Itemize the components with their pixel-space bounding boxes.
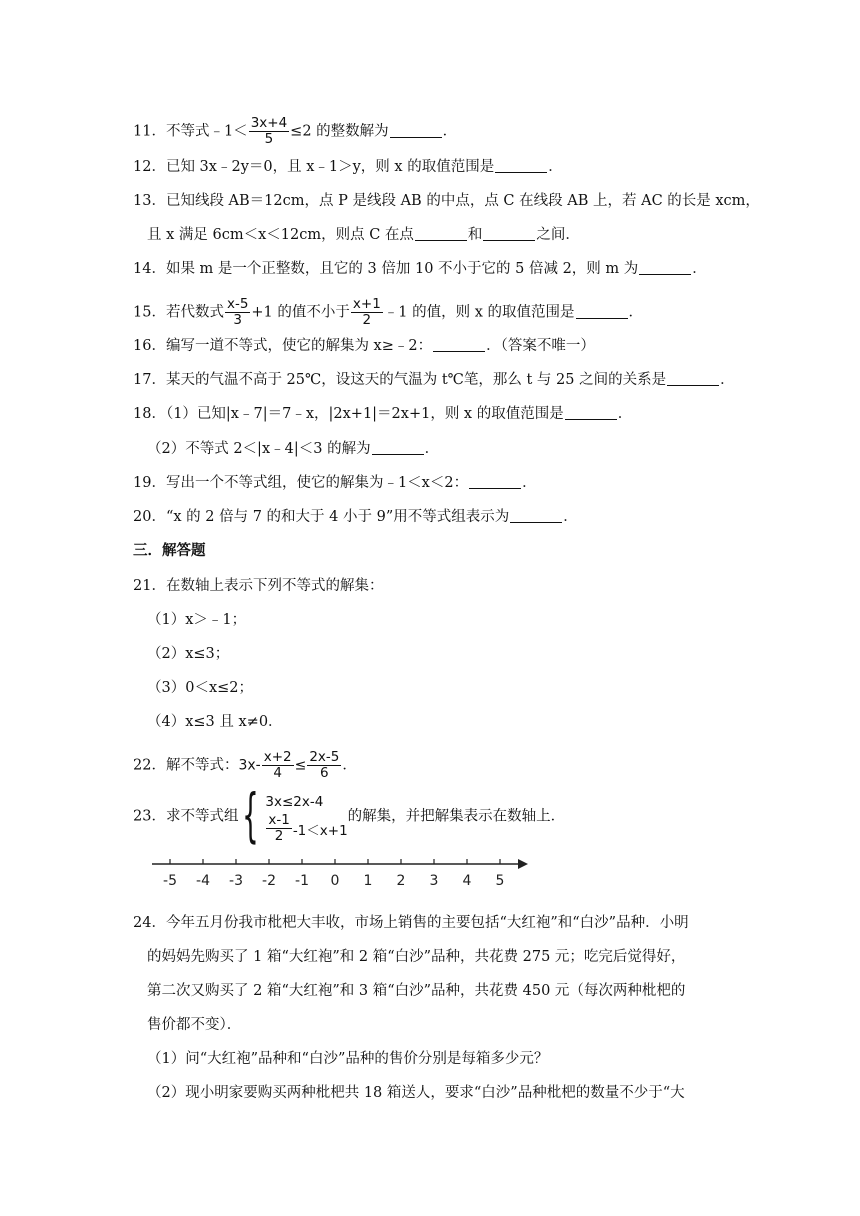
tick-label: -1 (295, 873, 309, 889)
tick-label: 3 (429, 873, 439, 889)
q15-numerator-2: x+1 (352, 296, 381, 312)
q21-item-4: （4）x≤3 且 x≠0． (147, 714, 283, 730)
answer-blank (483, 226, 535, 241)
q11-denominator: 5 (264, 131, 274, 147)
q12-text: 12．已知 3x﹣2y＝0，且 x﹣1＞y，则 x 的取值范围是 (133, 159, 495, 175)
q11-text: 11．不等式﹣1＜ (133, 123, 248, 140)
q15-denominator-1: 3 (233, 312, 242, 328)
q13-mid: 和 (467, 227, 483, 243)
question-15 (133, 297, 643, 328)
q22-relation: ≤ (294, 757, 307, 774)
q24-line-6: （2）现小明家要购买两种枇杷共 18 箱送人，要求“白沙”品种枇杷的数量不少于“大 (147, 1085, 685, 1101)
q18-end-1: ． (617, 406, 633, 422)
tick-label: -5 (163, 873, 177, 889)
tick-label: 4 (462, 873, 472, 889)
q23-system (265, 788, 347, 842)
arrow-icon (518, 859, 528, 869)
question-13-line2 (147, 225, 580, 245)
answer-blank (576, 304, 628, 319)
tick-label: 2 (396, 873, 406, 889)
q19-text: 19．写出一个不等式组，使它的解集为﹣1＜x＜2： (133, 475, 469, 491)
q23-text: 23．求不等式组 (133, 808, 239, 825)
answer-blank (469, 474, 521, 489)
question-21-title: 21．在数轴上表示下列不等式的解集： (133, 578, 384, 594)
answer-blank (495, 158, 547, 173)
number-line (150, 854, 530, 894)
answer-blank (639, 260, 691, 275)
question-14 (133, 259, 707, 279)
answer-blank (390, 123, 442, 138)
q21-item-1: （1）x＞﹣1； (147, 612, 247, 628)
q11-numerator: 3x+4 (250, 115, 288, 131)
q22-numerator-1: x+2 (263, 749, 292, 765)
q24-line-3: 第二次又购买了 2 箱“大红袍”和 3 箱“白沙”品种，共花费 450 元（每次两种枇杷的 (147, 983, 686, 999)
question-16 (133, 336, 595, 356)
q13-end: 之间． (536, 227, 580, 243)
question-12 (133, 157, 563, 177)
q13-text: 且 x 满足 6cm＜x＜12cm，则点 C 在点 (147, 227, 414, 243)
tick-label: -2 (262, 873, 276, 889)
q16-end: ．（答案不唯一） (486, 338, 595, 354)
question-13-line1: 13．已知线段 AB＝12cm，点 P 是线段 AB 的中点，点 C 在线段 AB 上，若 AC 的长是 xcm， (133, 193, 760, 209)
question-18-part2 (147, 439, 439, 459)
q17-text: 17．某天的气温不高于 25℃，设这天的气温为 t℃笔，那么 t 与 25 之间的关系是 (133, 372, 667, 388)
q21-item-2: （2）x≤3； (147, 646, 230, 662)
q15-fraction-2 (351, 297, 383, 328)
q11-text-post: ≤2 的整数解为 (290, 123, 389, 140)
q15-text: 15．若代数式 (133, 304, 224, 321)
question-18-part1 (133, 404, 632, 424)
section-heading: 三．解答题 (133, 543, 206, 559)
q20-text: 20．“x 的 2 倍与 7 的和大于 4 小于 9”用不等式组表示为 (133, 509, 510, 525)
q23-row-2 (265, 812, 348, 844)
tick-label: 1 (363, 873, 373, 889)
answer-blank (667, 371, 719, 386)
q23-post: 的解集，并把解集表示在数轴上． (347, 808, 566, 825)
tick-label: -3 (229, 873, 243, 889)
tick-label: 5 (495, 873, 505, 889)
question-22 (133, 750, 357, 781)
brace-icon: { (242, 781, 260, 849)
q23-row-2-rest: -1＜x+1 (292, 822, 348, 839)
question-19 (133, 473, 537, 493)
q24-line-5: （1）问“大红袍”品种和“白沙”品种的售价分别是每箱多少元？ (147, 1051, 549, 1067)
answer-blank (510, 508, 562, 523)
q15-fraction-1 (225, 297, 250, 328)
q22-denominator-2: 6 (320, 765, 329, 781)
q11-end: ． (442, 123, 458, 140)
answer-blank (372, 440, 424, 455)
q15-mid: +1 的值不小于 (251, 304, 350, 321)
q11-fraction (249, 116, 289, 147)
answer-blank (565, 405, 617, 420)
q15-denominator-2: 2 (362, 312, 372, 328)
answer-blank (433, 337, 485, 352)
q17-end: ． (720, 372, 735, 388)
q15-numerator-1: x-5 (226, 296, 249, 312)
q14-end: ． (692, 261, 707, 277)
q22-text: 22．解不等式： (133, 757, 239, 774)
question-20 (133, 507, 578, 527)
q15-end: ． (628, 304, 644, 321)
q23-denominator: 2 (274, 828, 284, 844)
q22-fraction-1 (262, 750, 294, 781)
q22-fraction-2 (307, 750, 341, 781)
q18-end-2: ． (424, 441, 440, 457)
q19-end: ． (522, 475, 537, 491)
q24-line-1: 24．今年五月份我市枇杷大丰收，市场上销售的主要包括“大红袍”和“白沙”品种．小明 (133, 915, 689, 931)
question-23 (133, 781, 566, 849)
q16-text: 16．编写一道不等式，使它的解集为 x≥﹣2： (133, 338, 433, 354)
q23-row-1: 3x≤2x-4 (265, 793, 324, 810)
q24-line-4: 售价都不变）． (147, 1017, 242, 1033)
tick-label: -4 (196, 873, 210, 889)
q23-fraction (266, 813, 291, 844)
q24-line-2: 的妈妈先购买了 1 箱“大红袍”和 2 箱“白沙”品种，共花费 275 元；吃完后觉得好， (147, 949, 686, 965)
question-17 (133, 370, 735, 390)
q22-numerator-2: 2x-5 (309, 749, 340, 765)
q18-text-1: 18．（1）已知|x﹣7|＝7﹣x，|2x+1|＝2x+1，则 x 的取值范围是 (133, 406, 564, 422)
q22-expr: 3x- (238, 757, 261, 774)
question-11 (133, 116, 457, 147)
q21-item-3: （3）0＜x≤2； (147, 680, 254, 696)
q22-end: ． (342, 757, 357, 774)
q20-end: ． (563, 509, 578, 525)
q15-post: ﹣1 的值，则 x 的取值范围是 (383, 304, 575, 321)
tick-label: 0 (330, 873, 340, 889)
q14-text: 14．如果 m 是一个正整数，且它的 3 倍加 10 不小于它的 5 倍减 2，则 m 为 (133, 261, 639, 277)
answer-blank (415, 226, 467, 241)
q23-numerator: x-1 (268, 812, 290, 828)
q18-text-2: （2）不等式 2＜|x﹣4|＜3 的解为 (147, 441, 371, 457)
q12-end: ． (548, 159, 563, 175)
q22-denominator-1: 4 (273, 765, 282, 781)
